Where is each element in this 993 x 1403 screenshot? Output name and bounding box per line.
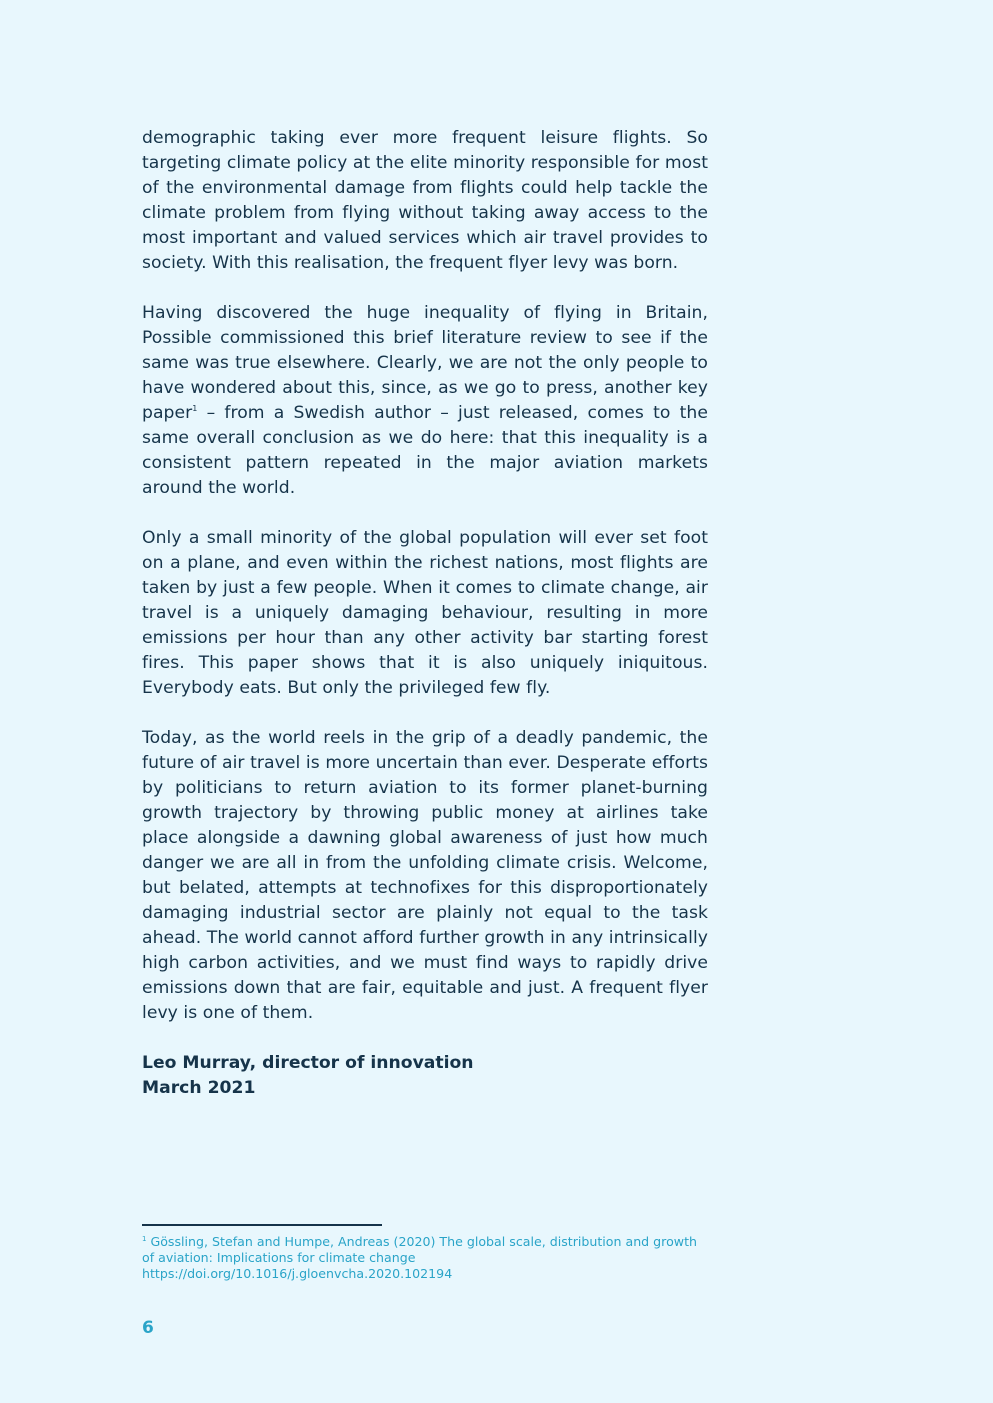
footnote <box>142 1234 702 1282</box>
signature-date: March 2021 <box>142 1078 256 1098</box>
signature-name: Leo Murray, director of innovation <box>142 1053 474 1073</box>
paragraph-2-text-before: Having discovered the huge inequality of flying in Britain, Possible commissioned this brief literature review to see if the same was true elsewhere. Clearly, we are not the only people to have wondered about this, since, as we go to press, another key paper <box>142 303 708 423</box>
footnote-text: Gössling, Stefan and Humpe, Andreas (2020) The global scale, distribution and growth of aviation: Implications for climate change <box>142 1234 697 1265</box>
body-paragraph-3: Only a small minority of the global population will ever set foot on a plane, and even within the richest nations, most flights are taken by just a few people. When it comes to climate change, air travel is a uniquely damaging behaviour, resulting in more emissions per hour than any other activity bar starting forest fires. This paper shows that it is also uniquely iniquitous. Everybody eats. But only the privileged few fly. <box>142 528 708 698</box>
paragraph-2-text-after: – from a Swedish author – just released, comes to the same overall conclusion as we do here: that this inequality is a consistent pattern repeated in the major aviation markets around the world. <box>142 403 708 498</box>
main-content <box>142 126 708 1101</box>
body-paragraph-4: Today, as the world reels in the grip of a deadly pandemic, the future of air travel is more uncertain than ever. Desperate efforts by politicians to return aviation to its former planet-burning growth trajectory by throwing public money at airlines take place alongside a dawning global awareness of just how much danger we are all in from the unfolding climate crisis. Welcome, but belated, attempts at technofixes for this disproportionately damaging industrial sector are plainly not equal to the task ahead. The world cannot afford further growth in any intrinsically high carbon activities, and we must find ways to rapidly drive emissions down that are fair, equitable and just. A frequent flyer levy is one of them. <box>142 728 708 1023</box>
body-paragraph-1: demographic taking ever more frequent leisure flights. So targeting climate policy at the elite minority responsible for most of the environmental damage from flights could help tackle the climate problem from flying without taking away access to the most important and valued services which air travel provides to society. With this realisation, the frequent flyer levy was born. <box>142 128 708 273</box>
footnote-reference[interactable]: 1 <box>192 404 198 413</box>
page-number: 6 <box>142 1318 154 1338</box>
footnote-marker: 1 <box>142 1235 147 1243</box>
footnote-divider <box>142 1224 382 1226</box>
signature-block <box>142 1051 708 1101</box>
body-paragraph-2 <box>142 301 708 501</box>
footnote-link[interactable]: https://doi.org/10.1016/j.gloenvcha.2020.102194 <box>142 1266 453 1281</box>
